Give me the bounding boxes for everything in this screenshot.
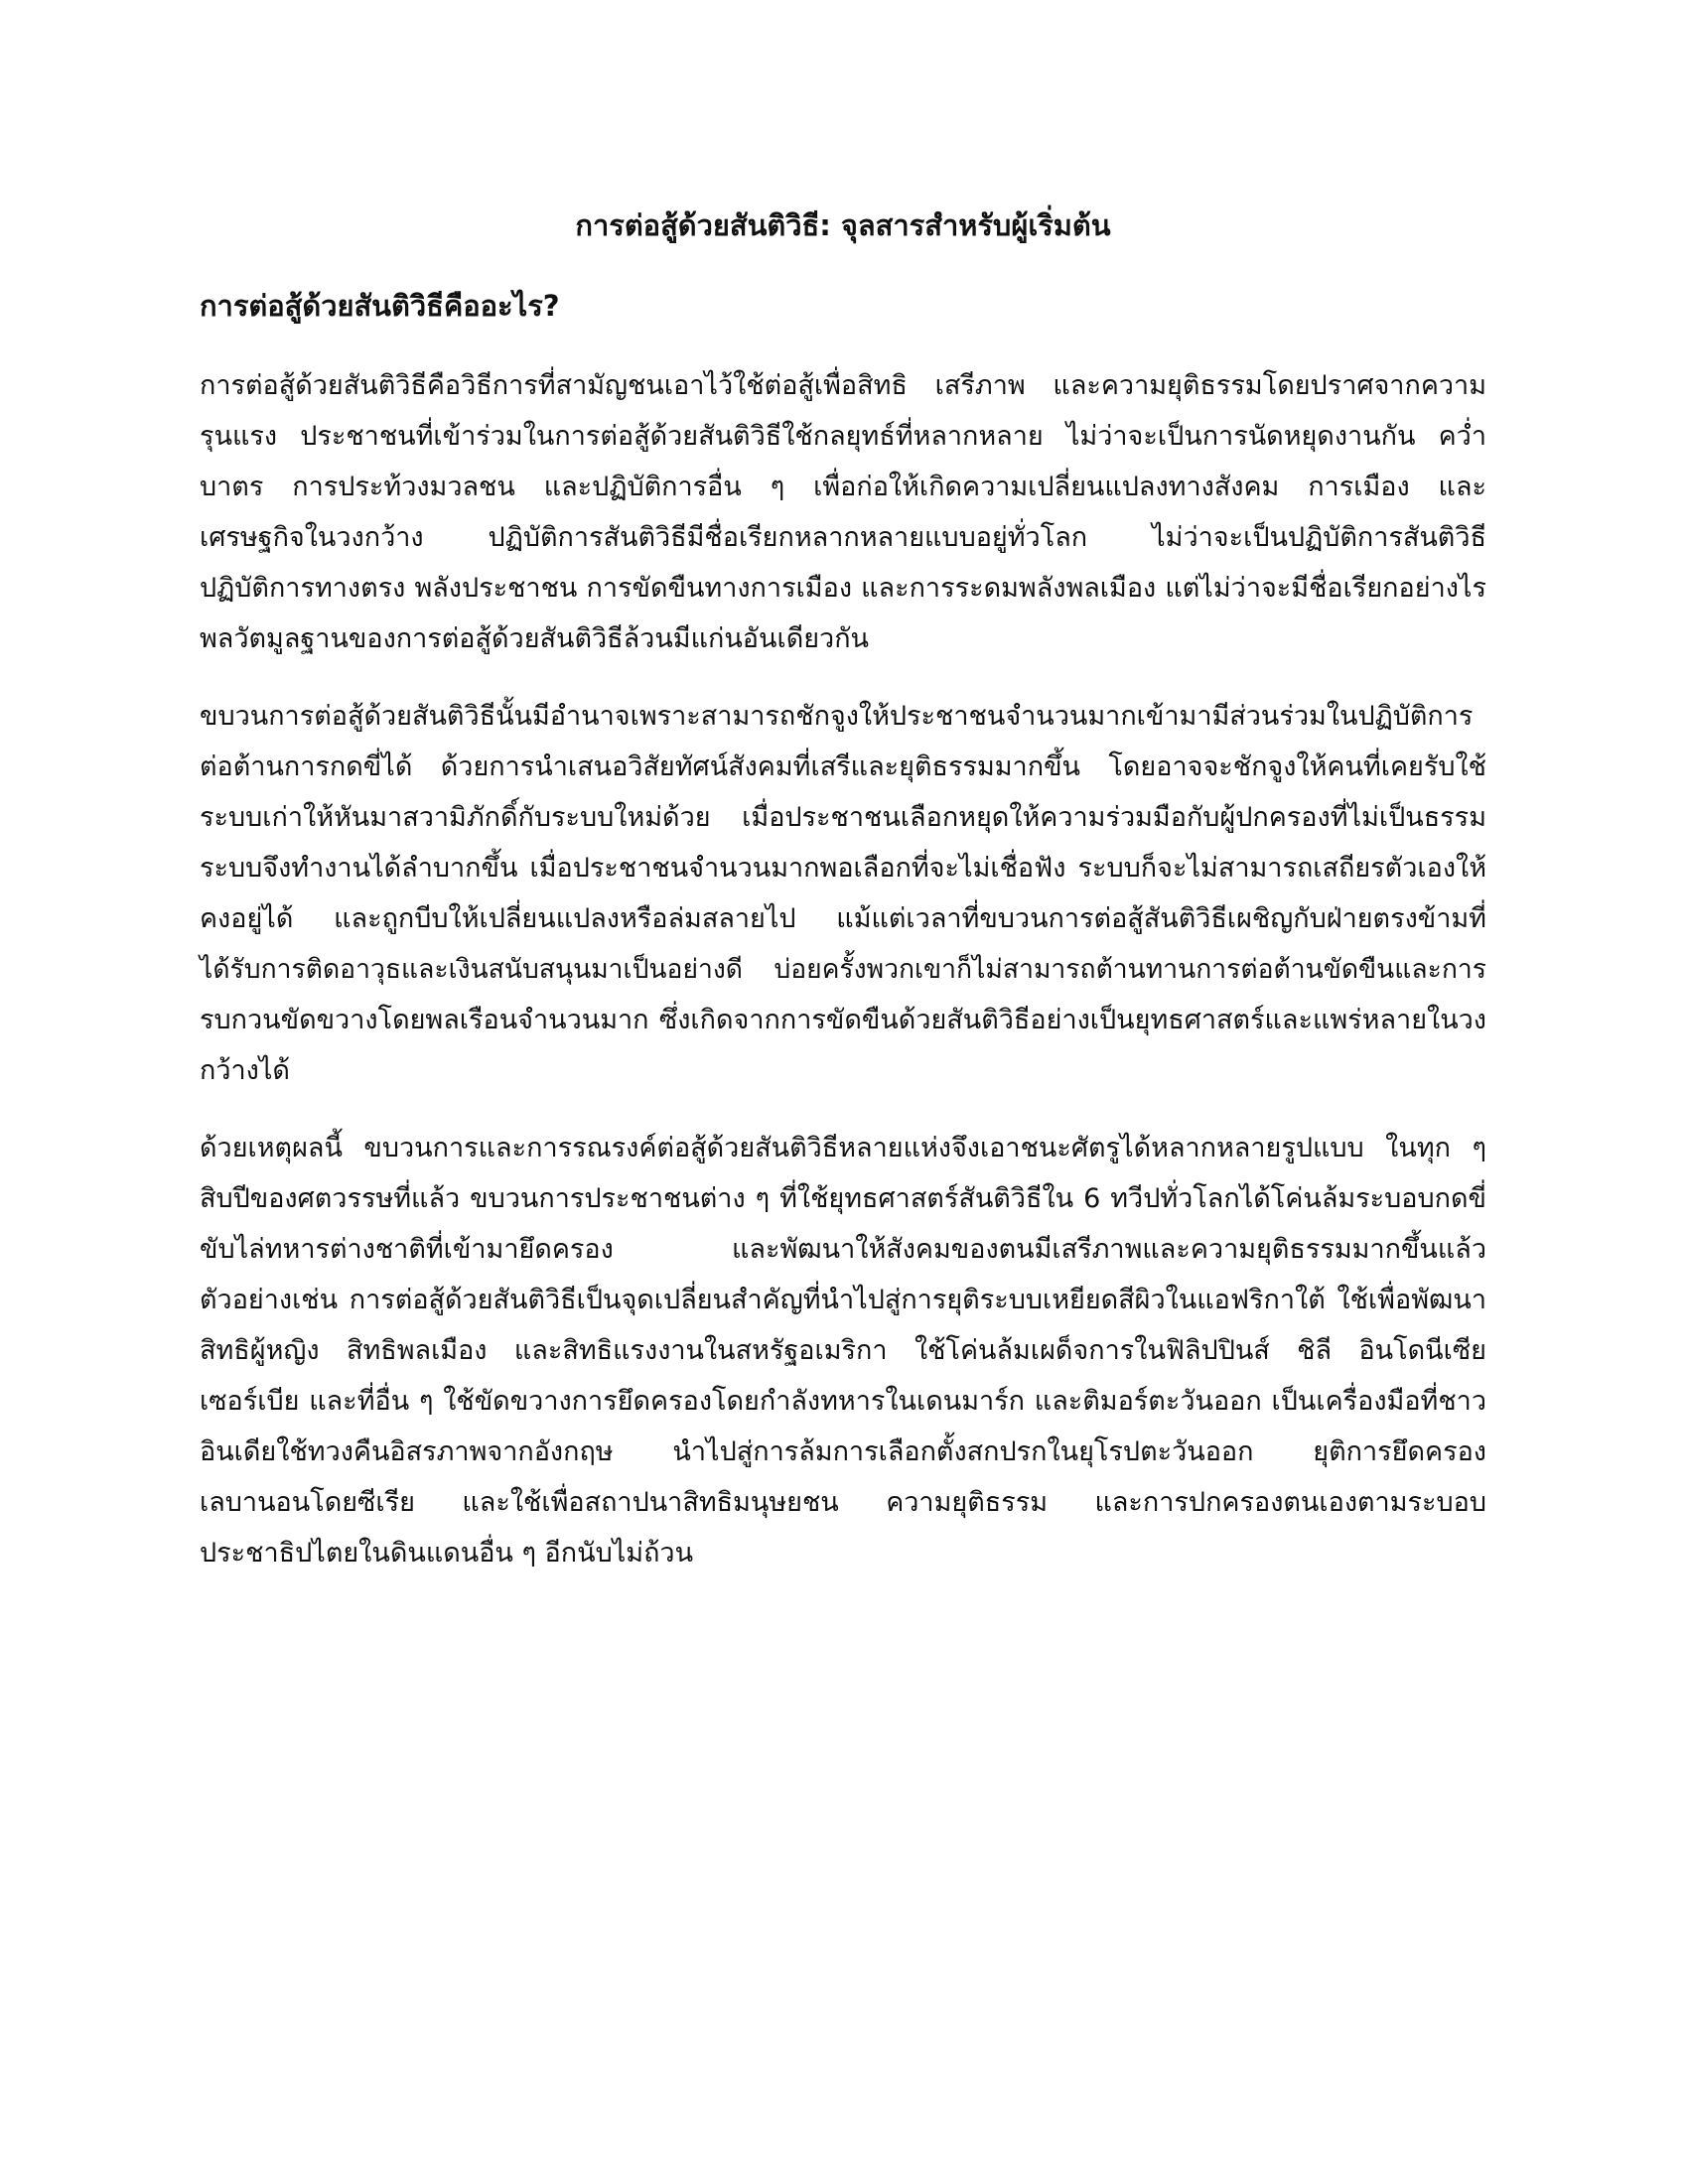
paragraph-line: ประชาธิปไตยในดินแดนอื่น ๆ อีกนับไม่ถ้วน	[200, 1538, 694, 1569]
paragraph-line: คงอยู่ได้ และถูกบีบให้เปลี่ยนแปลงหรือล่มสลายไป แม้แต่เวลาที่ขบวนการต่อสู้สันติวิธีเผชิญกับฝ่ายตรงข้ามที่	[200, 903, 1486, 934]
paragraph-line: ปฏิบัติการทางตรง พลังประชาชน การขัดขืนทางการเมือง และการระดมพลังพลเมือง แต่ไม่ว่าจะมีชื่อเรียกอย่างไร	[200, 573, 1486, 604]
paragraph-line: บาตร การประท้วงมวลชน และปฏิบัติการอื่น ๆ เพื่อก่อให้เกิดความเปลี่ยนแปลงทางสังคม การเมือง และ	[200, 472, 1486, 502]
paragraph-line: ต่อต้านการกดขี่ได้ ด้วยการนำเสนอวิสัยทัศน์สังคมที่เสรีและยุติธรรมมากขึ้น โดยอาจจะชักจูงให้คนที่เคยรับใช้	[200, 751, 1486, 782]
paragraph-line: ระบบจึงทำงานได้ลำบากขึ้น เมื่อประชาชนจำนวนมากพอเลือกที่จะไม่เชื่อฟัง ระบบก็จะไม่สามารถเสถียรตัวเองให้	[200, 853, 1486, 884]
paragraph-line: การต่อสู้ด้วยสันติวิธีคือวิธีการที่สามัญชนเอาไว้ใช้ต่อสู้เพื่อสิทธิ เสรีภาพ และความยุติธรรมโดยปราศจากความ	[200, 370, 1486, 401]
paragraph-line: ระบบเก่าให้หันมาสวามิภักดิ์กับระบบใหม่ด้วย เมื่อประชาชนเลือกหยุดให้ความร่วมมือกับผู้ปกครองที่ไม่เป็นธรรม	[200, 802, 1486, 833]
paragraph-line: เศรษฐกิจในวงกว้าง ปฏิบัติการสันติวิธีมีชื่อเรียกหลากหลายแบบอยู่ทั่วโลก ไม่ว่าจะเป็นปฏิบัติการสันติวิธี	[200, 522, 1486, 553]
paragraph-line: ได้รับการติดอาวุธและเงินสนับสนุนมาเป็นอย่างดี บ่อยครั้งพวกเขาก็ไม่สามารถต้านทานการต่อต้านขัดขืนและการ	[200, 954, 1486, 985]
paragraph-line: กว้างได้	[200, 1055, 290, 1086]
paragraph-line: อินเดียใช้ทวงคืนอิสรภาพจากอังกฤษ นำไปสู่การล้มการเลือกตั้งสกปรกในยุโรปตะวันออก ยุติการยึดครอง	[200, 1436, 1486, 1467]
paragraph-line: เลบานอนโดยซีเรีย และใช้เพื่อสถาปนาสิทธิมนุษยชน ความยุติธรรม และการปกครองตนเองตามระบอบ	[200, 1487, 1486, 1518]
document-title: การต่อสู้ด้วยสันติวิธี: จุลสารสำหรับผู้เริ่มต้น	[575, 208, 1111, 242]
section-heading: การต่อสู้ด้วยสันติวิธีคืออะไร?	[200, 289, 560, 323]
paragraph-line: ขบวนการต่อสู้ด้วยสันติวิธีนั้นมีอำนาจเพราะสามารถชักจูงให้ประชาชนจำนวนมากเข้ามามีส่วนร่วมในปฏิบัติการ	[200, 701, 1474, 732]
paragraph-3	[200, 1123, 1486, 1578]
paragraph-line: ขับไล่ทหารต่างชาติที่เข้ามายึดครอง และพัฒนาให้สังคมของตนมีเสรีภาพและความยุติธรรมมากขึ้นแล้ว	[200, 1234, 1486, 1265]
document-page	[200, 204, 1486, 1605]
paragraph-2	[200, 691, 1486, 1096]
paragraph-line: รุนแรง ประชาชนที่เข้าร่วมในการต่อสู้ด้วยสันติวิธีใช้กลยุทธ์ที่หลากหลาย ไม่ว่าจะเป็นการนัดหยุดงานกัน คว่ำ	[200, 421, 1486, 452]
paragraph-line: พลวัตมูลฐานของการต่อสู้ด้วยสันติวิธีล้วนมีแก่นอันเดียวกัน	[200, 623, 870, 654]
paragraph-line: เซอร์เบีย และที่อื่น ๆ ใช้ขัดขวางการยึดครองโดยกำลังทหารในเดนมาร์ก และติมอร์ตะวันออก เป็นเครื่องมือที่ชาว	[200, 1386, 1486, 1417]
paragraph-line: ตัวอย่างเช่น การต่อสู้ด้วยสันติวิธีเป็นจุดเปลี่ยนสำคัญที่นำไปสู่การยุติระบบเหยียดสีผิวในแอฟริกาใต้ ใช้เพื่อพัฒนา	[200, 1285, 1486, 1315]
paragraph-line: ด้วยเหตุผลนี้ ขบวนการและการรณรงค์ต่อสู้ด้วยสันติวิธีหลายแห่งจึงเอาชนะศัตรูได้หลากหลายรูปแบบ ในทุก ๆ	[200, 1133, 1486, 1163]
paragraph-1	[200, 360, 1486, 664]
paragraph-line: รบกวนขัดขวางโดยพลเรือนจำนวนมาก ซึ่งเกิดจากการขัดขืนด้วยสันติวิธีอย่างเป็นยุทธศาสตร์และแพร่หลายในวง	[200, 1005, 1486, 1035]
paragraph-line: สิทธิผู้หญิง สิทธิพลเมือง และสิทธิแรงงานในสหรัฐอเมริกา ใช้โค่นล้มเผด็จการในฟิลิปปินส์ ชิลี อินโดนีเซีย	[200, 1335, 1486, 1366]
paragraph-line: สิบปีของศตวรรษที่แล้ว ขบวนการประชาชนต่าง ๆ ที่ใช้ยุทธศาสตร์สันติวิธีใน 6 ทวีปทั่วโลกได้โค่นล้มระบอบกดขี่	[200, 1183, 1486, 1214]
